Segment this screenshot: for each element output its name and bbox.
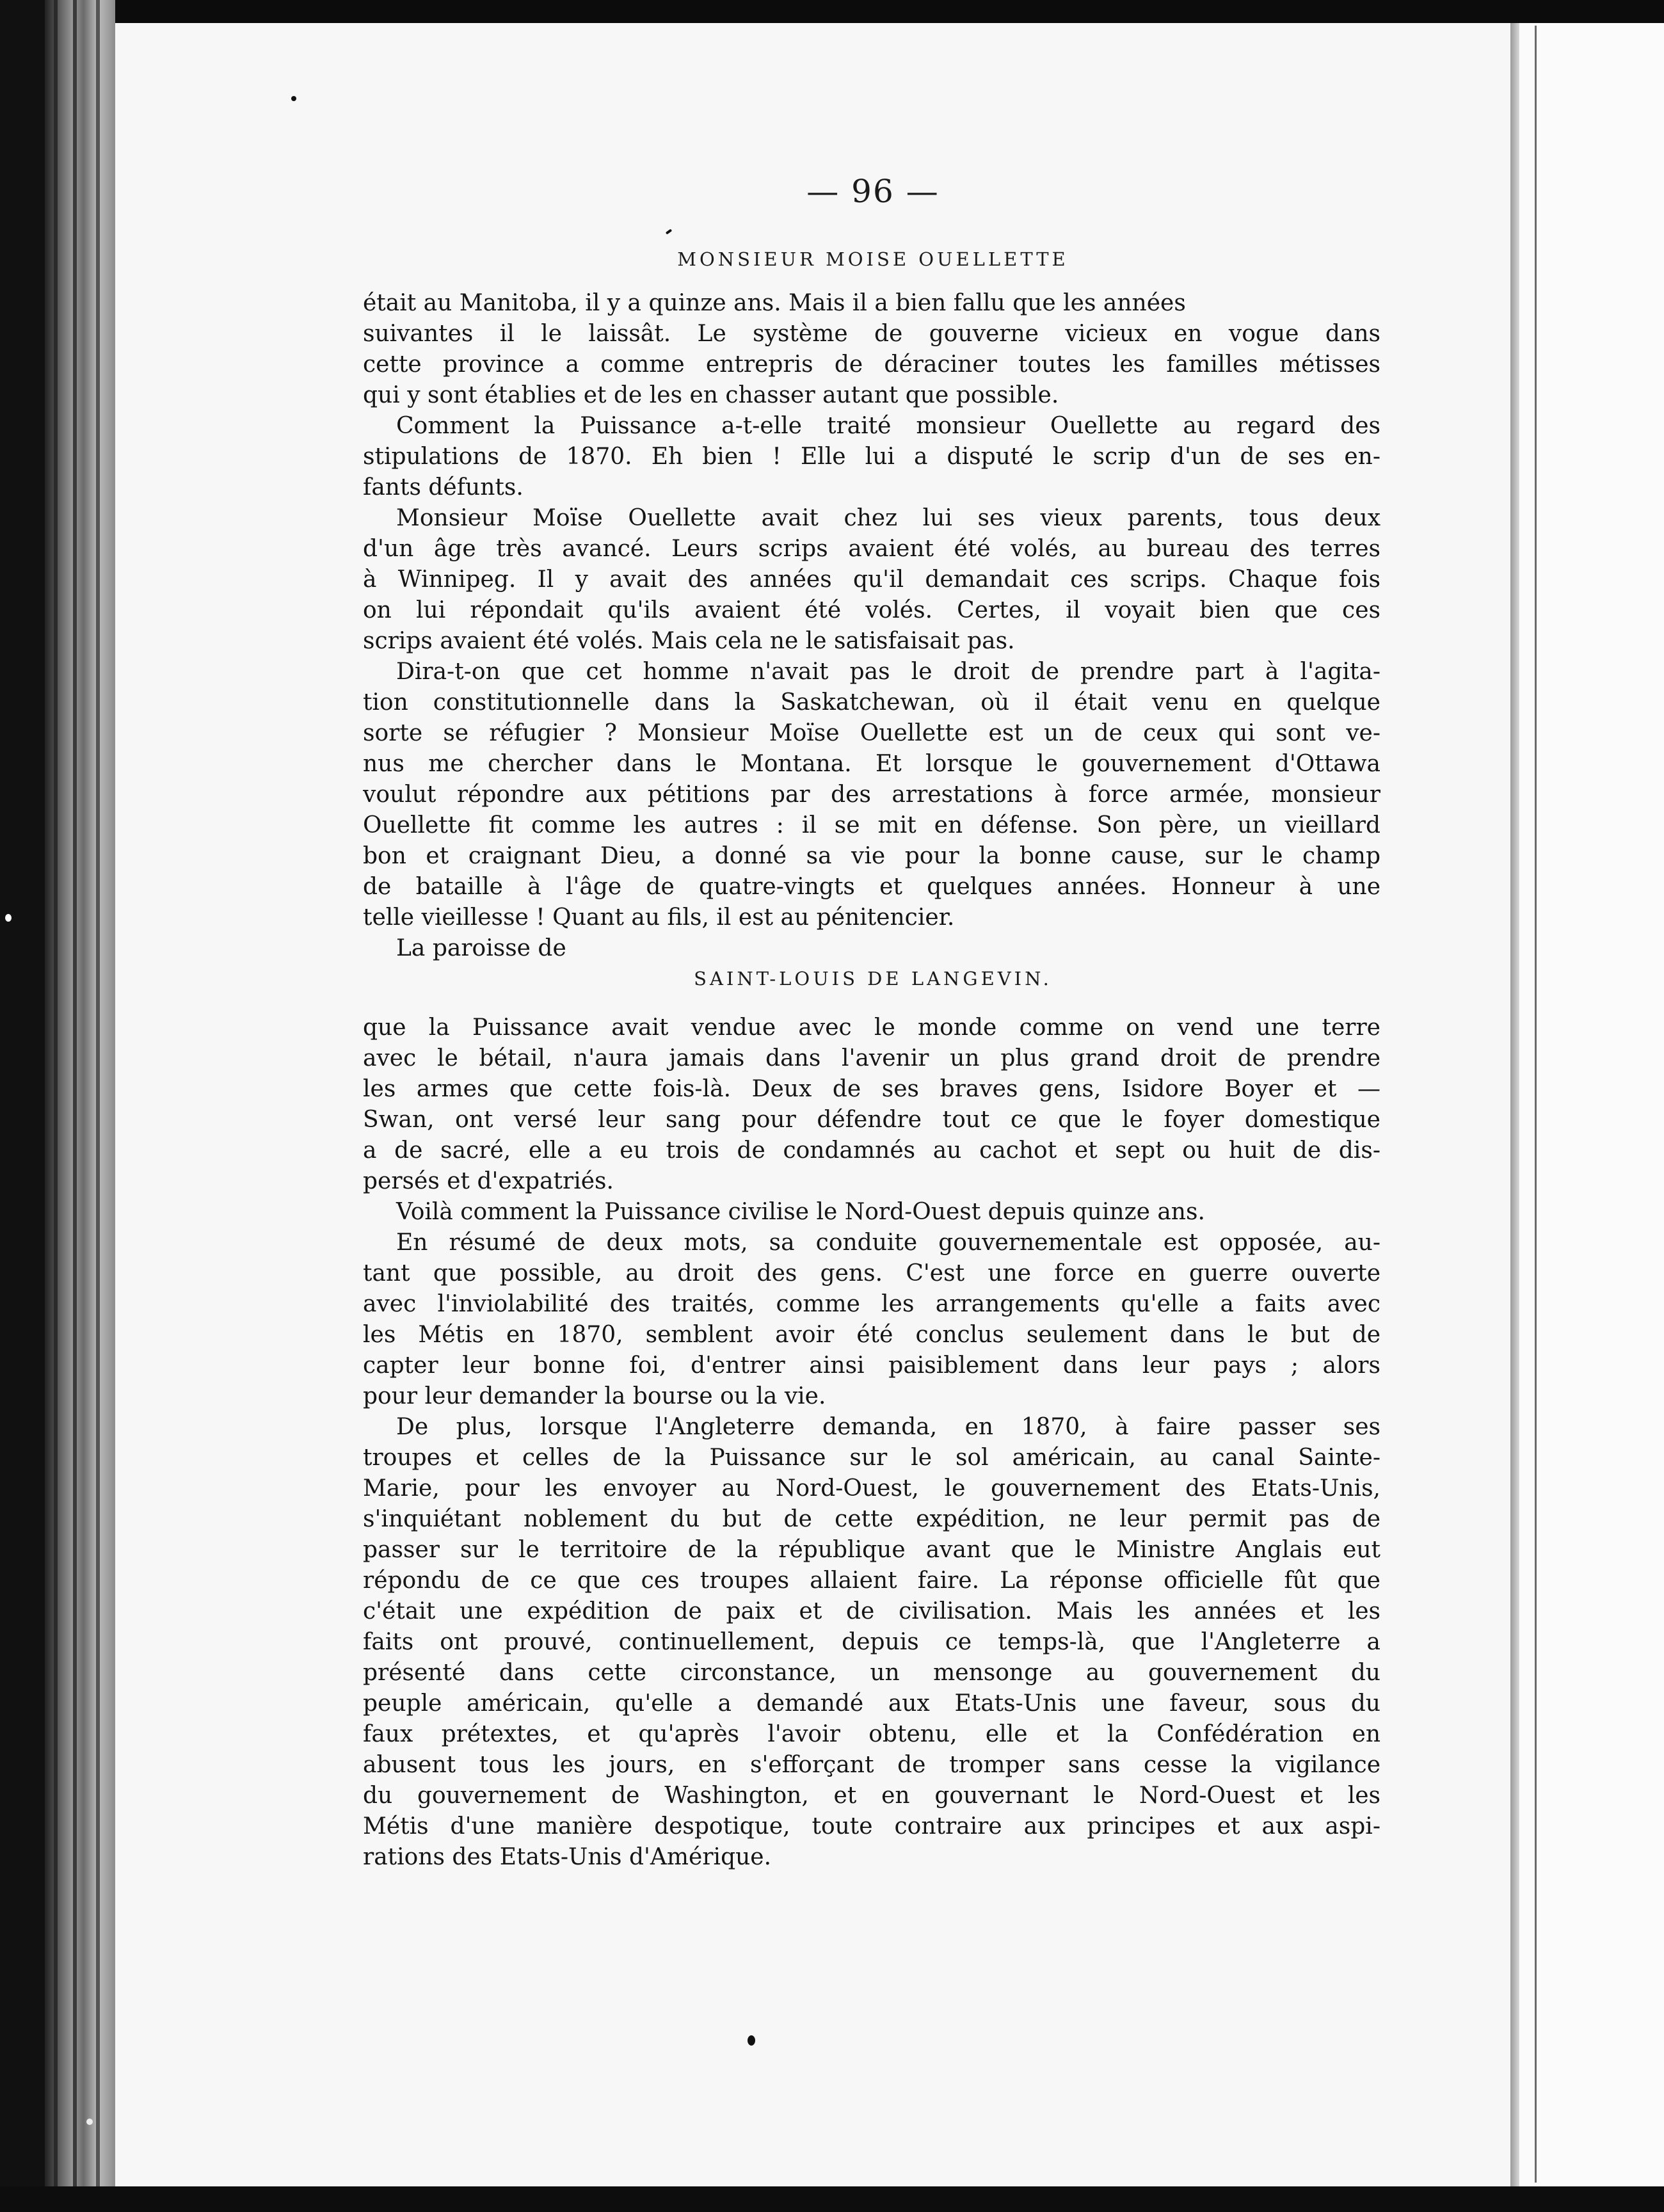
page-edge	[1510, 23, 1519, 2186]
text-line: capter leur bonne foi, d'entrer ainsi paisiblement dans leur pays ; alors	[363, 1352, 1380, 1379]
page-number: — 96 —	[806, 173, 940, 210]
book-binding	[45, 0, 115, 2212]
text-line: que la Puissance avait vendue avec le monde comme on vend une terre	[363, 1014, 1380, 1041]
scan-frame-top	[0, 0, 1664, 23]
text-line: d'un âge très avancé. Leurs scrips avaient été volés, au bureau des terres	[363, 536, 1380, 562]
binding-stripe	[96, 0, 100, 2212]
text-line: telle vieillesse ! Quant au fils, il est au pénitencier.	[363, 904, 955, 931]
text-line: on lui répondait qu'ils avaient été volés. Certes, il voyait bien que ces	[363, 597, 1380, 623]
text-line: fants défunts.	[363, 474, 524, 501]
text-line: faits ont prouvé, continuellement, depuis ce temps-là, que l'Angleterre a	[363, 1629, 1380, 1655]
scan-speck	[86, 2119, 93, 2125]
text-line: c'était une expédition de paix et de civilisation. Mais les années et les	[363, 1598, 1380, 1624]
text-line: les armes que cette fois-là. Deux de ses braves gens, Isidore Boyer et —	[363, 1076, 1380, 1102]
text-line: tant que possible, au droit des gens. C'est une force en guerre ouverte	[363, 1260, 1380, 1286]
text-line: sorte se réfugier ? Monsieur Moïse Ouellette est un de ceux qui sont ve-	[363, 720, 1380, 746]
text-line: suivantes il le laissât. Le système de gouverne vicieux en vogue dans	[363, 321, 1380, 347]
text-line: à Winnipeg. Il y avait des années qu'il demandait ces scrips. Chaque fois	[363, 566, 1380, 593]
text-line: De plus, lorsque l'Angleterre demanda, en 1870, à faire passer ses	[396, 1414, 1380, 1440]
text-line: rations des Etats-Unis d'Amérique.	[363, 1844, 772, 1870]
text-line: scrips avaient été volés. Mais cela ne le satisfaisait pas.	[363, 628, 1015, 654]
text-line: persés et d'expatriés.	[363, 1168, 614, 1194]
text-line: a de sacré, elle a eu trois de condamnés au cachot et sept ou huit de dis-	[363, 1137, 1380, 1164]
text-line: s'inquiétant noblement du but de cette expédition, ne leur permit pas de	[363, 1506, 1380, 1532]
text-line: abusent tous les jours, en s'efforçant de tromper sans cesse la vigilance	[363, 1752, 1380, 1778]
scan-frame-left	[0, 0, 45, 2212]
text-line: passer sur le territoire de la république avant que le Ministre Anglais eut	[363, 1537, 1380, 1563]
binding-stripe	[54, 0, 58, 2212]
scan-speck	[748, 2035, 755, 2046]
text-line: faux prétextes, et qu'après l'avoir obtenu, elle et la Confédération en	[363, 1721, 1380, 1747]
binding-stripe	[73, 0, 77, 2212]
text-line: peuple américain, qu'elle a demandé aux Etats-Unis une faveur, sous du	[363, 1690, 1380, 1717]
body-text-block	[363, 1013, 1380, 1873]
text-line: La paroisse de	[396, 935, 566, 961]
scan-speck	[5, 914, 12, 922]
text-line: En résumé de deux mots, sa conduite gouvernementale est opposée, au-	[396, 1230, 1380, 1256]
text-line: Ouellette fit comme les autres : il se mit en défense. Son père, un vieillard	[363, 812, 1380, 838]
text-line: présenté dans cette circonstance, un mensonge au gouvernement du	[363, 1660, 1380, 1686]
text-line: troupes et celles de la Puissance sur le sol américain, au canal Sainte-	[363, 1445, 1380, 1471]
text-line: bon et craignant Dieu, a donné sa vie pour la bonne cause, sur le champ	[363, 843, 1380, 869]
text-line: de bataille à l'âge de quatre-vingts et quelques années. Honneur à une	[363, 874, 1380, 900]
scan-frame-bottom	[0, 2186, 1664, 2212]
text-line: Swan, ont versé leur sang pour défendre tout ce que le foyer domestique	[363, 1107, 1380, 1133]
text-line: Métis d'une manière despotique, toute contraire aux principes et aux aspi-	[363, 1813, 1380, 1839]
text-line: voulut répondre aux pétitions par des arrestations à force armée, monsieur	[363, 781, 1380, 808]
text-line: répondu de ce que ces troupes allaient faire. La réponse officielle fût que	[363, 1567, 1380, 1594]
text-line: Dira-t-on que cet homme n'avait pas le droit de prendre part à l'agita-	[396, 659, 1380, 685]
right-margin	[1519, 23, 1664, 2186]
text-line: cette province a comme entrepris de déraciner toutes les familles métisses	[363, 351, 1380, 378]
text-line: tion constitutionnelle dans la Saskatchewan, où il était venu en quelque	[363, 689, 1380, 716]
text-line: qui y sont établies et de les en chasser autant que possible.	[363, 382, 1059, 408]
text-line: Monsieur Moïse Ouellette avait chez lui ses vieux parents, tous deux	[396, 505, 1380, 531]
body-text-block	[363, 288, 1380, 964]
text-line: du gouvernement de Washington, et en gouvernant le Nord-Ouest et les	[363, 1783, 1380, 1809]
text-line: avec l'inviolabilité des traités, comme les arrangements qu'elle a faits avec	[363, 1291, 1380, 1317]
page-border-line	[1535, 26, 1537, 2183]
text-line: nus me chercher dans le Montana. Et lorsque le gouvernement d'Ottawa	[363, 751, 1380, 777]
text-line: pour leur demander la bourse ou la vie.	[363, 1383, 826, 1409]
section-heading: SAINT-LOUIS DE LANGEVIN.	[694, 968, 1052, 990]
text-line: Marie, pour les envoyer au Nord-Ouest, le gouvernement des Etats-Unis,	[363, 1475, 1380, 1502]
text-line: Voilà comment la Puissance civilise le Nord-Ouest depuis quinze ans.	[396, 1199, 1205, 1225]
text-line: stipulations de 1870. Eh bien ! Elle lui a disputé le scrip d'un de ses en-	[363, 444, 1380, 470]
text-line: les Métis en 1870, semblent avoir été conclus seulement dans le but de	[363, 1322, 1380, 1348]
text-line: était au Manitoba, il y a quinze ans. Mais il a bien fallu que les années	[363, 290, 1186, 316]
section-heading: MONSIEUR MOISE OUELLETTE	[677, 248, 1069, 270]
text-line: avec le bétail, n'aura jamais dans l'avenir un plus grand droit de prendre	[363, 1045, 1380, 1071]
scan-speck	[291, 96, 296, 101]
text-line: Comment la Puissance a-t-elle traité monsieur Ouellette au regard des	[396, 413, 1380, 439]
